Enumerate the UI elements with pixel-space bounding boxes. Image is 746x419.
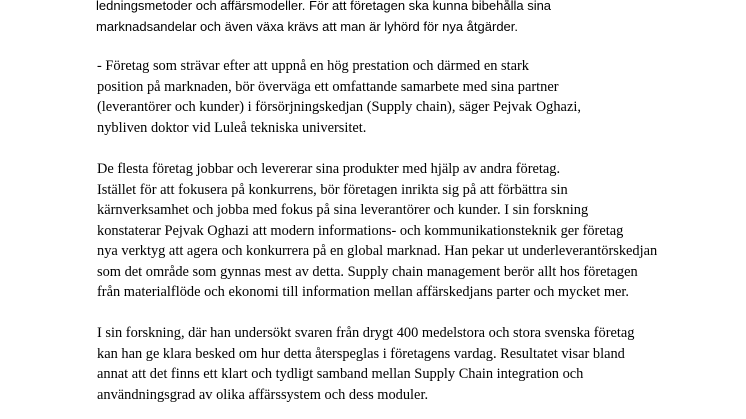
paragraph-2-line: som det område som gynnas mest av detta. Supply chain management berör allt hos företagen [97,264,638,280]
intro-line: ledningsmetoder och affärsmodeller. För att företagen ska kunna bibehålla sina [96,0,552,13]
paragraph-1-line: (leverantörer och kunder) i försörjningskedjan (Supply chain), säger Pejvak Oghazi, [97,99,581,115]
paragraph-2-line: Istället för att fokusera på konkurrens, bör företagen inrikta sig på att förbättra sin [97,182,568,198]
paragraph-3-line: I sin forskning, där han undersökt svaren från drygt 400 medelstora och stora svenska företag [97,325,635,341]
paragraph-2-line: De flesta företag jobbar och levererar sina produkter med hjälp av andra företag. [97,161,561,177]
paragraph-1-line: - Företag som strävar efter att uppnå en hög prestation och därmed en stark [97,58,529,74]
paragraph-1-line: position på marknaden, bör överväga ett omfattande samarbete med sina partner [97,79,559,95]
paragraph-3-line: användningsgrad av olika affärssystem och dess moduler. [97,387,429,403]
intro-line: marknadsandelar och även växa krävs att man är lyhörd för nya åtgärder. [96,19,518,34]
paragraph-3-line: annat att det finns ett klart och tydligt samband mellan Supply Chain integration och [97,366,584,382]
paragraph-2-line: kärnverksamhet och jobba med fokus på sina leverantörer och kunder. I sin forskning [97,202,589,218]
paragraph-2-line: från materialflöde och ekonomi till information mellan affärskedjans parter och mycket mer. [97,284,629,300]
paragraph-2-line: nya verktyg att agera och konkurrera på en global marknad. Han pekar ut underleverantörskedjan [97,243,658,259]
paragraph-1-line: nybliven doktor vid Luleå tekniska universitet. [97,120,367,136]
paragraph-2-line: konstaterar Pejvak Oghazi att modern informations- och kommunikationsteknik ger företag [97,223,624,239]
paragraph-3-line: kan han ge klara besked om hur detta återspeglas i företagens vardag. Resultatet visar bland [97,346,625,362]
